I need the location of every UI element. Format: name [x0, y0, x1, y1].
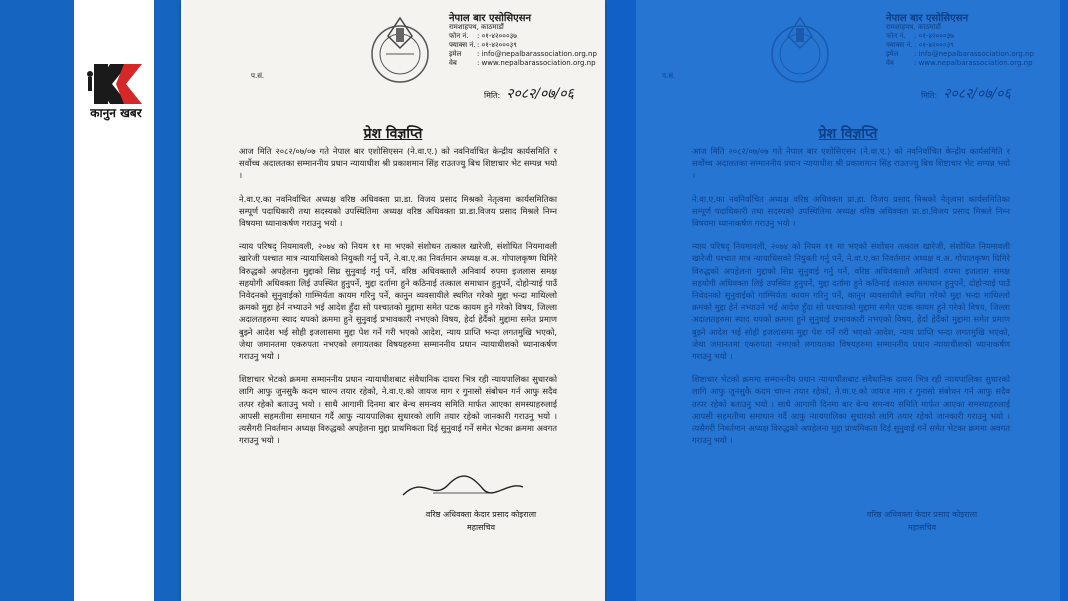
signatory-name: वरिष्ठ अधिवक्ता केदार प्रसाद कोइराला	[866, 510, 978, 519]
letterhead-reflection	[886, 14, 1034, 68]
org-name: नेपाल बार एसोसिएसन	[886, 13, 969, 24]
paragraph: शिष्टाचार भेटको क्रममा सम्माननीय प्रधान न्यायाधीशबाट संवैधानिक दायरा भित्र रही न्यायपालिका सुधारको लागि आफु जुनसुकै कदम चाल्न तयार रहेको, ने.वा.ए.को जायज माग र गुनासो संबोधन गर्न आफु सदैव तत्पर रहेको बताउनु भयो । साथै आगामी दिनमा बार बेन्च समन्वय समिति मार्फत आएका समस्याहरुलाई आपसी सहमतीमा समाधान गर्दै आफु न्यायपालिका सुधारको लागि तयार रहेको जानकारी गराउनु भयो । त्यसैगरी निवर्तमान अध्यक्ष विरुद्धको अपहेलना मुद्दा प्राथमिकता दिई सुनुवाई गर्ने समेत भेटका क्रममा अवगत गराउनु भयो ।	[239, 374, 557, 446]
contact-row: फोन नं. : ०१-४२०००३७	[449, 32, 517, 40]
paragraph: शिष्टाचार भेटको क्रममा सम्माननीय प्रधान न्यायाधीशबाट संवैधानिक दायरा भित्र रही न्यायपालिका सुधारको लागि आफु जुनसुकै कदम चाल्न तयार रहेको, ने.वा.ए.को जायज माग र गुनासो संबोधन गर्न आफु सदैव तत्पर रहेको बताउनु भयो । साथै आगामी दिनमा बार बेन्च समन्वय समिति मार्फत आएका समस्याहरुलाई आपसी सहमतीमा समाधान गर्दै आफु न्यायपालिका सुधारको लागि तयार रहेको जानकारी गराउनु भयो । त्यसैगरी निवर्तमान अध्यक्ष विरुद्धको अपहेलना मुद्दा प्राथमिकता दिई सुनुवाई गर्ने समेत भेटका क्रममा अवगत गराउनु भयो ।	[692, 374, 1010, 446]
logo-text: कानुन खबर	[90, 106, 142, 120]
org-name: नेपाल बार एसोसिएसन	[449, 13, 532, 24]
paragraph: आज मिति २०८२/०७/०७ गते नेपाल बार एशोसिएसन (ने.वा.ए.) को नवनिर्वाचित केन्द्रीय कार्यसमिति र सर्वोच्च अदालतका सम्माननीय प्रधान न्यायाधीश श्री प्रकाशमान सिंह राउतज्यु बिच शिष्टाचार भेट सम्पन्न भयो ।	[239, 146, 557, 181]
document-reflection	[636, 0, 1060, 601]
signatory-name: वरिष्ठ अधिवक्ता केदार प्रसाद कोइराला	[425, 510, 537, 519]
document-title: प्रेश विज्ञप्ति	[818, 126, 878, 142]
paragraph: न्याय परिषद् नियमावली, २०७४ को नियम ११ मा भएको संशोधन तत्काल खारेजी, संशोधित नियमावली खारेजी पश्चात मात्र न्यायाधिसको नियुक्ती गर्नु पर्ने, ने.वा.ए.का निवर्तमान अध्यक्ष व.अ. गोपालकृष्ण घिमिरे विरुद्धको अपहेलना मुद्दाको सिघ्र सुनुवाई गर्नु पर्ने, वरिष्ठ अधिवक्तालै अनिवार्य रुपमा इजलास समक्ष सहयोगी अधिवक्ता लिई उपस्थित हुनुपर्ने, मुद्दा दर्तामा हुने कठिनाई तत्काल समाधान हुनुपर्ने, दोहोऱ्याई पाउँ निवेदनको सुनुवाईको गाम्भिर्यता कायम गरिनु पर्ने, कानुन व्यवसायीले स्थगित गरेको मुद्दा भन्दा माथिल्लो क्रमको मुद्दा हेर्न नभ्याउने भई आदेश हुँदा सो पश्चातको मुद्दामा समेत पटक कायम हुने गरेको विषय, जिल्ला अदालतहरुमा स्याद थपको क्रममा हुने सुनुवाई प्रभावकारी नभएको विषय, हेर्दा हेर्दैको मुद्दामा समेत प्रमाण बुझ्ने आदेश भई सोही इजलासमा मुद्दा पेश गर्ने गरी भएको आदेश, न्याय प्राप्ति भन्दा लगतमुखि भएको, जेथा जमानतमा एकरुपता नभएको लगायतका विषयहरुमा सम्माननीय प्रधान न्यायाधीशको ध्यानाकर्षण गराउनु भयो ।	[239, 241, 557, 362]
press-release-document	[181, 0, 605, 601]
signatory-block	[832, 508, 1012, 534]
signature-icon	[393, 471, 533, 503]
document-title: प्रेश विज्ञप्ति	[363, 126, 423, 142]
letterhead	[449, 14, 597, 68]
bar-association-emblem-icon	[764, 14, 836, 86]
contact-row: फ्याक्स नं. : ०१-४२०००३९	[886, 41, 954, 49]
signatory-post: महासचिव	[907, 523, 937, 532]
contact-row: इमेल : info@nepalbarassociation.org.np	[886, 50, 1034, 58]
letter-date: मिति: २०८२/०७/०६	[484, 86, 574, 102]
paragraph: न्याय परिषद् नियमावली, २०७४ को नियम ११ मा भएको संशोधन तत्काल खारेजी, संशोधित नियमावली खारेजी पश्चात मात्र न्यायाधिसको नियुक्ती गर्नु पर्ने, ने.वा.ए.का निवर्तमान अध्यक्ष व.अ. गोपालकृष्ण घिमिरे विरुद्धको अपहेलना मुद्दाको सिघ्र सुनुवाई गर्नु पर्ने, वरिष्ठ अधिवक्तालै अनिवार्य रुपमा इजलास समक्ष सहयोगी अधिवक्ता लिई उपस्थित हुनुपर्ने, मुद्दा दर्तामा हुने कठिनाई तत्काल समाधान हुनुपर्ने, दोहोऱ्याई पाउँ निवेदनको सुनुवाईको गाम्भिर्यता कायम गरिनु पर्ने, कानुन व्यवसायीले स्थगित गरेको मुद्दा भन्दा माथिल्लो क्रमको मुद्दा हेर्न नभ्याउने भई आदेश हुँदा सो पश्चातको मुद्दामा समेत पटक कायम हुने गरेको विषय, जिल्ला अदालतहरुमा स्याद थपको क्रममा हुने सुनुवाई प्रभावकारी नभएको विषय, हेर्दा हेर्दैको मुद्दामा समेत प्रमाण बुझ्ने आदेश भई सोही इजलासमा मुद्दा पेश गर्ने गरी भएको आदेश, न्याय प्राप्ति भन्दा लगतमुखि भएको, जेथा जमानतमा एकरुपता नभएको लगायतका विषयहरुमा सम्माननीय प्रधान न्यायाधीशको ध्यानाकर्षण गराउनु भयो ।	[692, 241, 1010, 362]
bar-association-emblem-icon	[364, 14, 436, 86]
paragraph: ने.वा.ए.का नवनिर्वाचित अध्यक्ष वरिष्ठ अधिवक्ता प्रा.डा. विजय प्रसाद मिश्रको नेतृत्वमा कार्यसमितिका सम्पूर्ण पदाधिकारी तथा सदस्यको उपस्थितिमा अध्यक्ष वरिष्ठ अधिवक्ता प्रा.डा.विजय प्रसाद मिश्रले निम्न विषयमा ध्यानाकर्षण गराउनु भयो ।	[692, 193, 1010, 229]
org-address: रामशाहपथ, काठमाडौं	[886, 23, 941, 31]
contact-row: वेब : www.nepalbarassociation.org.np	[449, 59, 596, 67]
paragraph: ने.वा.ए.का नवनिर्वाचित अध्यक्ष वरिष्ठ अधिवक्ता प्रा.डा. विजय प्रसाद मिश्रको नेतृत्वमा कार्यसमितिका सम्पूर्ण पदाधिकारी तथा सदस्यको उपस्थितिमा अध्यक्ष वरिष्ठ अधिवक्ता प्रा.डा.विजय प्रसाद मिश्रले निम्न विषयमा ध्यानाकर्षण गराउनु भयो ।	[239, 193, 557, 229]
contact-row: फ्याक्स नं. : ०१-४२०००३९	[449, 41, 517, 49]
signatory-block	[391, 508, 571, 534]
signatory-post: महासचिव	[466, 523, 496, 532]
paragraph: आज मिति २०८२/०७/०७ गते नेपाल बार एशोसिएसन (ने.वा.ए.) को नवनिर्वाचित केन्द्रीय कार्यसमिति र सर्वोच्च अदालतका सम्माननीय प्रधान न्यायाधीश श्री प्रकाशमान सिंह राउतज्यु बिच शिष्टाचार भेट सम्पन्न भयो ।	[692, 146, 1010, 181]
contact-row: इमेल : info@nepalbarassociation.org.np	[449, 50, 597, 58]
reference-number: प.सं.	[251, 72, 265, 80]
contact-row: वेब : www.nepalbarassociation.org.np	[886, 59, 1033, 67]
reference-number: प.सं.	[662, 72, 676, 80]
letter-date: मिति: २०८२/०७/०६	[921, 86, 1011, 102]
document-body	[692, 145, 1010, 457]
org-address: रामशाहपथ, काठमाडौं	[449, 23, 504, 31]
document-body	[239, 145, 557, 457]
contact-row: फोन नं. : ०१-४२०००३७	[886, 32, 954, 40]
